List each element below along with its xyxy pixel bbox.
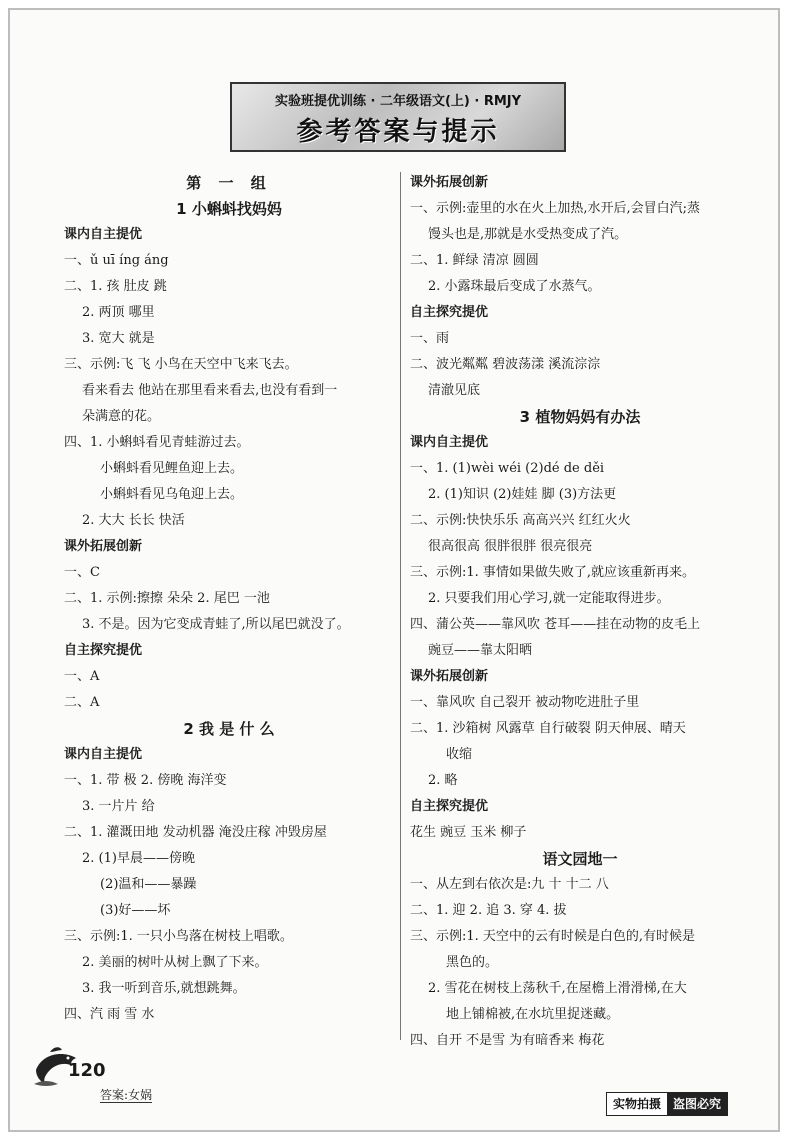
page-number: 120 <box>68 1060 106 1081</box>
answer-line-continued: 2. 雪花在树枝上荡秋千,在屋檐上滑滑梯,在大 <box>428 981 687 996</box>
answer-line-continued: 看来看去 他站在那里看来看去,也没有看到一 <box>82 383 338 398</box>
answer-line: 二、波光粼粼 碧波荡漾 溪流淙淙 <box>410 357 601 372</box>
answer-line-continued: 地上铺棉被,在水坑里捉迷藏。 <box>446 1007 620 1022</box>
answer-line-continued: 2. 两顶 哪里 <box>82 305 155 320</box>
answer-line: 一、示例:壶里的水在火上加热,水开后,会冒白汽;蒸 <box>410 201 701 216</box>
section-heading: 自主探究提优 <box>410 305 489 320</box>
section-heading: 自主探究提优 <box>410 799 489 814</box>
answer-line: 三、示例:飞 飞 小鸟在天空中飞来飞去。 <box>64 357 298 372</box>
answer-line: 二、1. 孩 肚皮 跳 <box>64 279 167 294</box>
answer-line: 一、靠风吹 自己裂开 被动物吃进肚子里 <box>410 695 640 710</box>
lesson-title: 语文园地一 <box>542 850 618 868</box>
answer-line: 二、1. 鲜绿 清凉 圆圆 <box>410 253 539 268</box>
answer-line-continued: 3. 一片片 给 <box>82 799 155 814</box>
answer-line-continued: 2. 略 <box>428 773 458 788</box>
answer-line: 二、1. 沙箱树 风露草 自行破裂 阴天伸展、晴天 <box>410 721 686 736</box>
group-heading: 第 一 组 <box>186 174 272 192</box>
answer-line: 二、1. 示例:擦擦 朵朵 2. 尾巴 一池 <box>64 591 270 606</box>
answer-line: 四、自开 不是雪 为有暗香来 梅花 <box>410 1033 605 1048</box>
answer-line: 三、示例:1. 一只小鸟落在树枝上唱歌。 <box>64 929 293 944</box>
answer-line: 三、示例:1. 事情如果做失败了,就应该重新再来。 <box>410 565 696 580</box>
section-heading: 课外拓展创新 <box>64 539 143 554</box>
answer-line: 四、1. 小蝌蚪看见青蛙游过去。 <box>64 435 250 450</box>
lesson-title: 3 植物妈妈有办法 <box>519 408 641 426</box>
lesson-title: 2 我 是 什 么 <box>183 720 275 738</box>
answer-line: 一、ǔ uī íng áng <box>64 253 169 268</box>
section-heading: 自主探究提优 <box>64 643 143 658</box>
answer-line-continued: 2. (1)早晨——傍晚 <box>82 851 195 866</box>
answer-line-continued: 很高很高 很胖很胖 很亮很亮 <box>428 539 593 554</box>
answer-line: 四、蒲公英——靠风吹 苍耳——挂在动物的皮毛上 <box>410 617 701 632</box>
answer-line-continued: 3. 不是。因为它变成青蛙了,所以尾巴就没了。 <box>82 617 350 632</box>
answer-line: 一、1. 带 极 2. 傍晚 海洋变 <box>64 773 227 788</box>
answer-line-continued: 2. 大大 长长 快活 <box>82 513 185 528</box>
banner-subtitle: 实验班提优训练 · 二年级语文(上) · RMJY <box>274 94 522 109</box>
lesson-title: 1 小蝌蚪找妈妈 <box>176 200 282 218</box>
answer-line: 四、汽 雨 雪 水 <box>64 1007 155 1022</box>
answer-line-continued: 2. 只要我们用心学习,就一定能取得进步。 <box>428 591 670 606</box>
answer-line-continued: 豌豆——靠太阳晒 <box>428 643 533 658</box>
answer-line-continued: 清澈见底 <box>428 383 481 398</box>
right-column <box>410 170 750 1054</box>
answer-line-continued: 2. (1)知识 (2)娃娃 脚 (3)方法更 <box>428 487 617 502</box>
answer-key-banner <box>230 82 566 152</box>
answer-line: 一、C <box>64 565 100 580</box>
left-column <box>64 170 394 1028</box>
answer-line: 一、A <box>64 669 100 684</box>
section-heading: 课内自主提优 <box>64 227 143 242</box>
answer-line: 一、从左到右依次是:九 十 十二 八 <box>410 877 609 892</box>
column-divider <box>400 172 401 1040</box>
answer-line-continued: 收缩 <box>446 747 473 762</box>
answer-line-continued: 2. 小露珠最后变成了水蒸气。 <box>428 279 601 294</box>
section-heading: 课外拓展创新 <box>410 175 489 190</box>
section-heading: 课内自主提优 <box>64 747 143 762</box>
stamp-right-text: 盗图必究 <box>667 1093 727 1115</box>
answer-line: 花生 豌豆 玉米 柳子 <box>410 825 527 840</box>
answer-line-continued: 馒头也是,那就是水受热变成了汽。 <box>428 227 628 242</box>
watermark-stamp <box>606 1092 728 1116</box>
answer-line-continued: (3)好——坏 <box>100 903 171 918</box>
answer-line: 一、雨 <box>410 331 450 346</box>
answer-line-continued: 黑色的。 <box>446 955 499 970</box>
answer-line-continued: 3. 我一听到音乐,就想跳舞。 <box>82 981 246 996</box>
answer-line: 二、A <box>64 695 100 710</box>
answer-line-continued: 3. 宽大 就是 <box>82 331 155 346</box>
answer-line: 三、示例:1. 天空中的云有时候是白色的,有时候是 <box>410 929 696 944</box>
answer-line: 二、1. 灌溉田地 发动机器 淹没庄稼 冲毁房屋 <box>64 825 327 840</box>
answer-line: 二、示例:快快乐乐 高高兴兴 红红火火 <box>410 513 631 528</box>
answer-line-continued: 小蝌蚪看见乌龟迎上去。 <box>100 487 244 502</box>
answer-line-continued: 2. 美丽的树叶从树上飘了下来。 <box>82 955 268 970</box>
answer-name-label <box>100 1086 152 1103</box>
answer-line-continued: 小蝌蚪看见鲤鱼迎上去。 <box>100 461 244 476</box>
answer-line-continued: 朵满意的花。 <box>82 409 161 424</box>
section-heading: 课内自主提优 <box>410 435 489 450</box>
answer-line: 二、1. 迎 2. 追 3. 穿 4. 拔 <box>410 903 567 918</box>
stamp-left-text: 实物拍摄 <box>607 1093 667 1115</box>
section-heading: 课外拓展创新 <box>410 669 489 684</box>
answer-line: 一、1. (1)wèi wéi (2)dé de děi <box>410 461 605 476</box>
answer-line-continued: (2)温和——暴躁 <box>100 877 197 892</box>
answer-name-text: 答案:女娲 <box>100 1088 153 1102</box>
banner-title: 参考答案与提示 <box>296 117 500 147</box>
